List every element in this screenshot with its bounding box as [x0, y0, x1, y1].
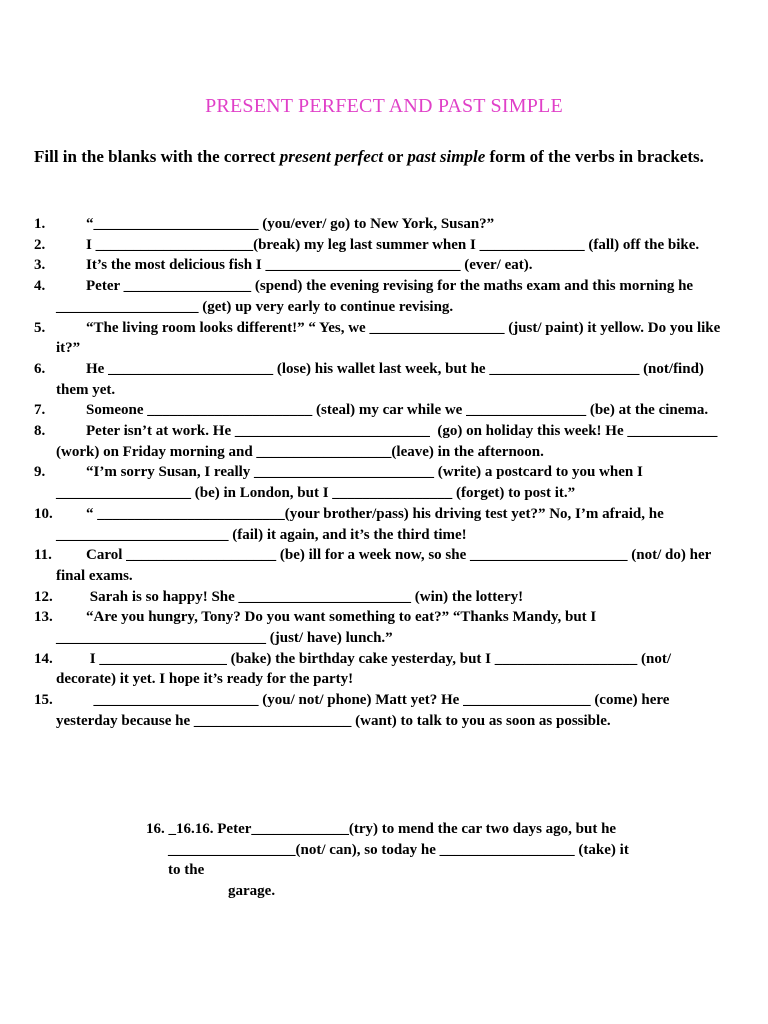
exercise-item	[34, 587, 734, 608]
exercise-list	[34, 214, 734, 732]
exercise-item	[34, 400, 734, 421]
exercise-number: 4.	[34, 278, 46, 295]
exercise-item	[34, 359, 734, 400]
exercise-item	[34, 214, 734, 235]
exercise-text: “Are you hungry, Tony? Do you want something to eat?” “Thanks Mandy, but I ____________________________ (just/ have) lunch.”	[56, 609, 601, 647]
exercise-item	[34, 690, 734, 731]
exercise-number: 10.	[34, 505, 53, 522]
instructions	[34, 145, 734, 168]
exercise-text: Someone ______________________ (steal) my car while we ________________ (be) at the cinema.	[56, 402, 709, 419]
exercise-number: 11.	[34, 547, 52, 564]
exercise-item	[34, 649, 734, 690]
exercise-number: 8.	[34, 423, 46, 440]
exercise-text: I _________________ (bake) the birthday cake yesterday, but I ___________________ (not/ decorate) it yet. I hope it’s ready for the party!	[56, 650, 675, 688]
exercise-number: 5.	[34, 319, 46, 336]
exercise-item	[34, 276, 734, 317]
exercise-text: I _____________________(break) my leg last summer when I ______________ (fall) off the bike.	[56, 236, 700, 253]
exercise-number: 12.	[34, 588, 53, 605]
exercise-number: 2.	[34, 236, 46, 253]
exercise-number: 15.	[34, 692, 53, 709]
exercise-text: It’s the most delicious fish I __________________________ (ever/ eat).	[56, 257, 533, 274]
exercise-item	[34, 545, 734, 586]
item-16-line-2: _________________(not/ can), so today he __________________ (take) it	[168, 841, 629, 858]
exercise-item	[34, 421, 734, 462]
exercise-number: 7.	[34, 402, 46, 419]
item-16-line-4: garage.	[228, 883, 276, 900]
item-16-line-3: to the	[168, 862, 205, 879]
exercise-text: “ _________________________(your brother/pass) his driving test yet?” No, I’m afraid, he _______________________ (fail) it again, and it’s the third time!	[56, 505, 668, 543]
item-16-line-1: 16. _16.16. Peter_____________(try) to mend the car two days ago, but he	[146, 821, 617, 837]
exercise-item	[34, 504, 734, 545]
exercise-number: 14.	[34, 650, 53, 667]
instructions-text-1: Fill in the blanks with the correct	[34, 147, 280, 166]
exercise-text: Peter _________________ (spend) the evening revising for the maths exam and this morning he ___________________ (get) up very early to continue revising.	[56, 278, 697, 315]
exercise-text: “I’m sorry Susan, I really ________________________ (write) a postcard to you when I __________________ (be) in London, but I ________________ (forget) to post it.”	[56, 464, 647, 502]
exercise-text: Carol ____________________ (be) ill for a week now, so she _____________________ (not/ do) her final exams.	[56, 547, 715, 584]
instructions-text-2: or	[383, 147, 408, 166]
exercise-number: 9.	[34, 464, 46, 481]
exercise-text: Sarah is so happy! She _______________________ (win) the lottery!	[56, 588, 524, 605]
exercise-number: 3.	[34, 257, 46, 274]
exercise-item	[34, 255, 734, 276]
instructions-em-past-simple: past simple	[407, 147, 486, 166]
exercise-item-16	[146, 819, 736, 902]
exercise-number: 6.	[34, 360, 46, 377]
exercise-item	[34, 462, 734, 503]
instructions-text-3: form of the verbs in brackets.	[485, 147, 704, 166]
exercise-number: 1.	[34, 216, 46, 232]
page-title: PRESENT PERFECT AND PAST SIMPLE	[205, 95, 563, 117]
exercise-number: 13.	[34, 609, 53, 626]
exercise-text: He ______________________ (lose) his wallet last week, but he ____________________ (not/find) them yet.	[56, 360, 708, 398]
exercise-text: Peter isn’t at work. He __________________________ (go) on holiday this week! He ____________ (work) on Friday morning and __________________(leave) in the afternoon.	[56, 423, 722, 460]
exercise-text: ______________________ (you/ not/ phone) Matt yet? He _________________ (come) here yesterday because he _____________________ (want) to talk to you as soon as possible.	[56, 692, 674, 729]
exercise-item	[34, 318, 734, 359]
exercise-text: “______________________ (you/ever/ go) to New York, Susan?”	[56, 216, 495, 232]
exercise-item	[34, 235, 734, 256]
exercise-text: “The living room looks different!” “ Yes, we __________________ (just/ paint) it yellow. Do you like it?”	[56, 319, 725, 357]
instructions-em-present-perfect: present perfect	[279, 147, 384, 166]
exercise-item	[34, 607, 734, 648]
